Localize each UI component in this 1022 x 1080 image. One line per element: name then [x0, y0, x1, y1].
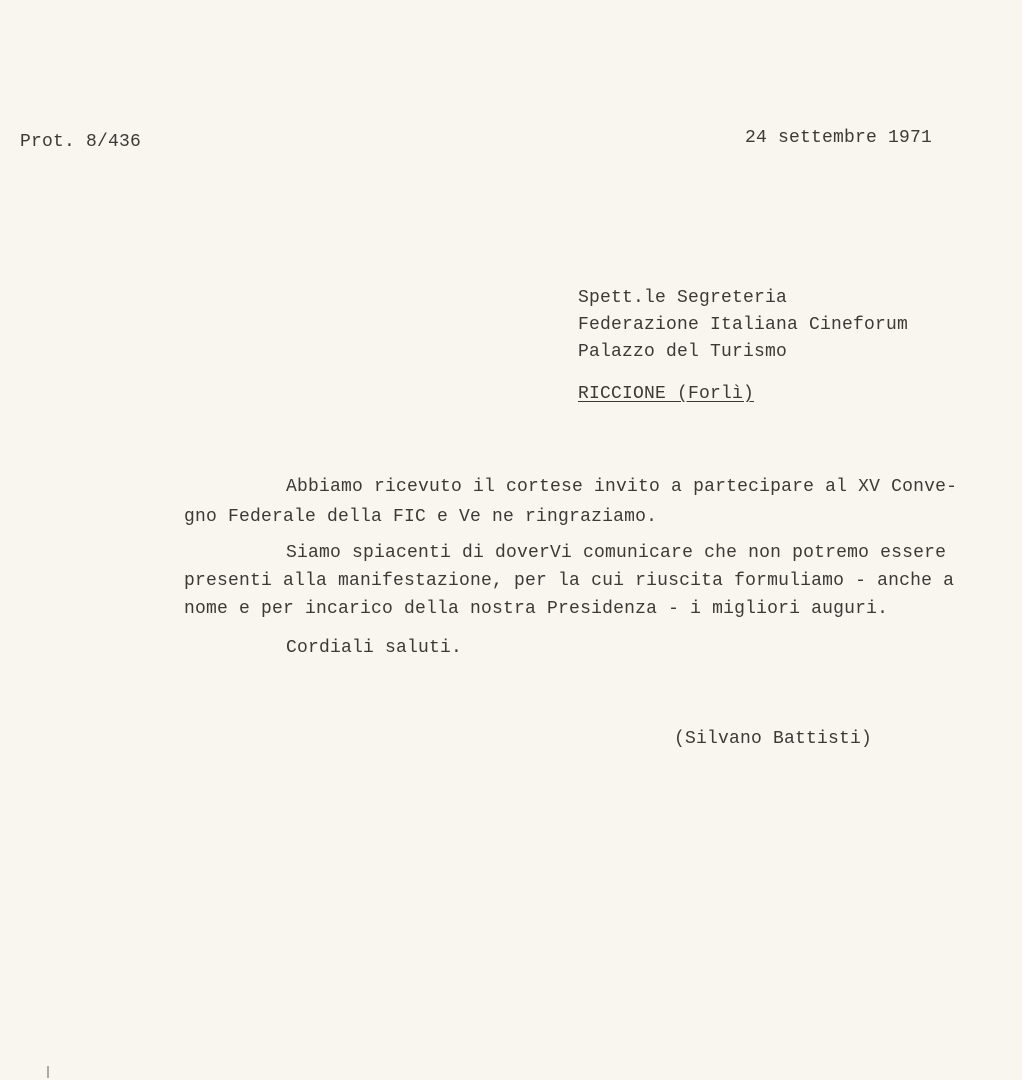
body-paragraph-1-line-1: Abbiamo ricevuto il cortese invito a partecipare al XV Conve-: [286, 477, 958, 497]
recipient-line-2: Federazione Italiana Cineforum: [578, 315, 909, 335]
body-paragraph-2-line-3: nome e per incarico della nostra Presidenza - i migliori auguri.: [184, 599, 889, 619]
closing-greeting: Cordiali saluti.: [286, 638, 463, 658]
recipient-line-1: Spett.le Segreteria: [578, 288, 788, 308]
body-paragraph-1-line-2: gno Federale della FIC e Ve ne ringraziamo.: [184, 507, 658, 527]
recipient-city: RICCIONE (Forlì): [578, 384, 755, 404]
signature-name: (Silvano Battisti): [674, 729, 873, 749]
protocol-number: Prot. 8/436: [20, 132, 142, 152]
letter-date: 24 settembre 1971: [745, 128, 933, 148]
recipient-line-3: Palazzo del Turismo: [578, 342, 788, 362]
body-paragraph-2-line-1: Siamo spiacenti di doverVi comunicare che non potremo essere: [286, 543, 947, 563]
body-paragraph-2-line-2: presenti alla manifestazione, per la cui riuscita formuliamo - anche a: [184, 571, 955, 591]
paper-mark: [47, 1066, 49, 1078]
